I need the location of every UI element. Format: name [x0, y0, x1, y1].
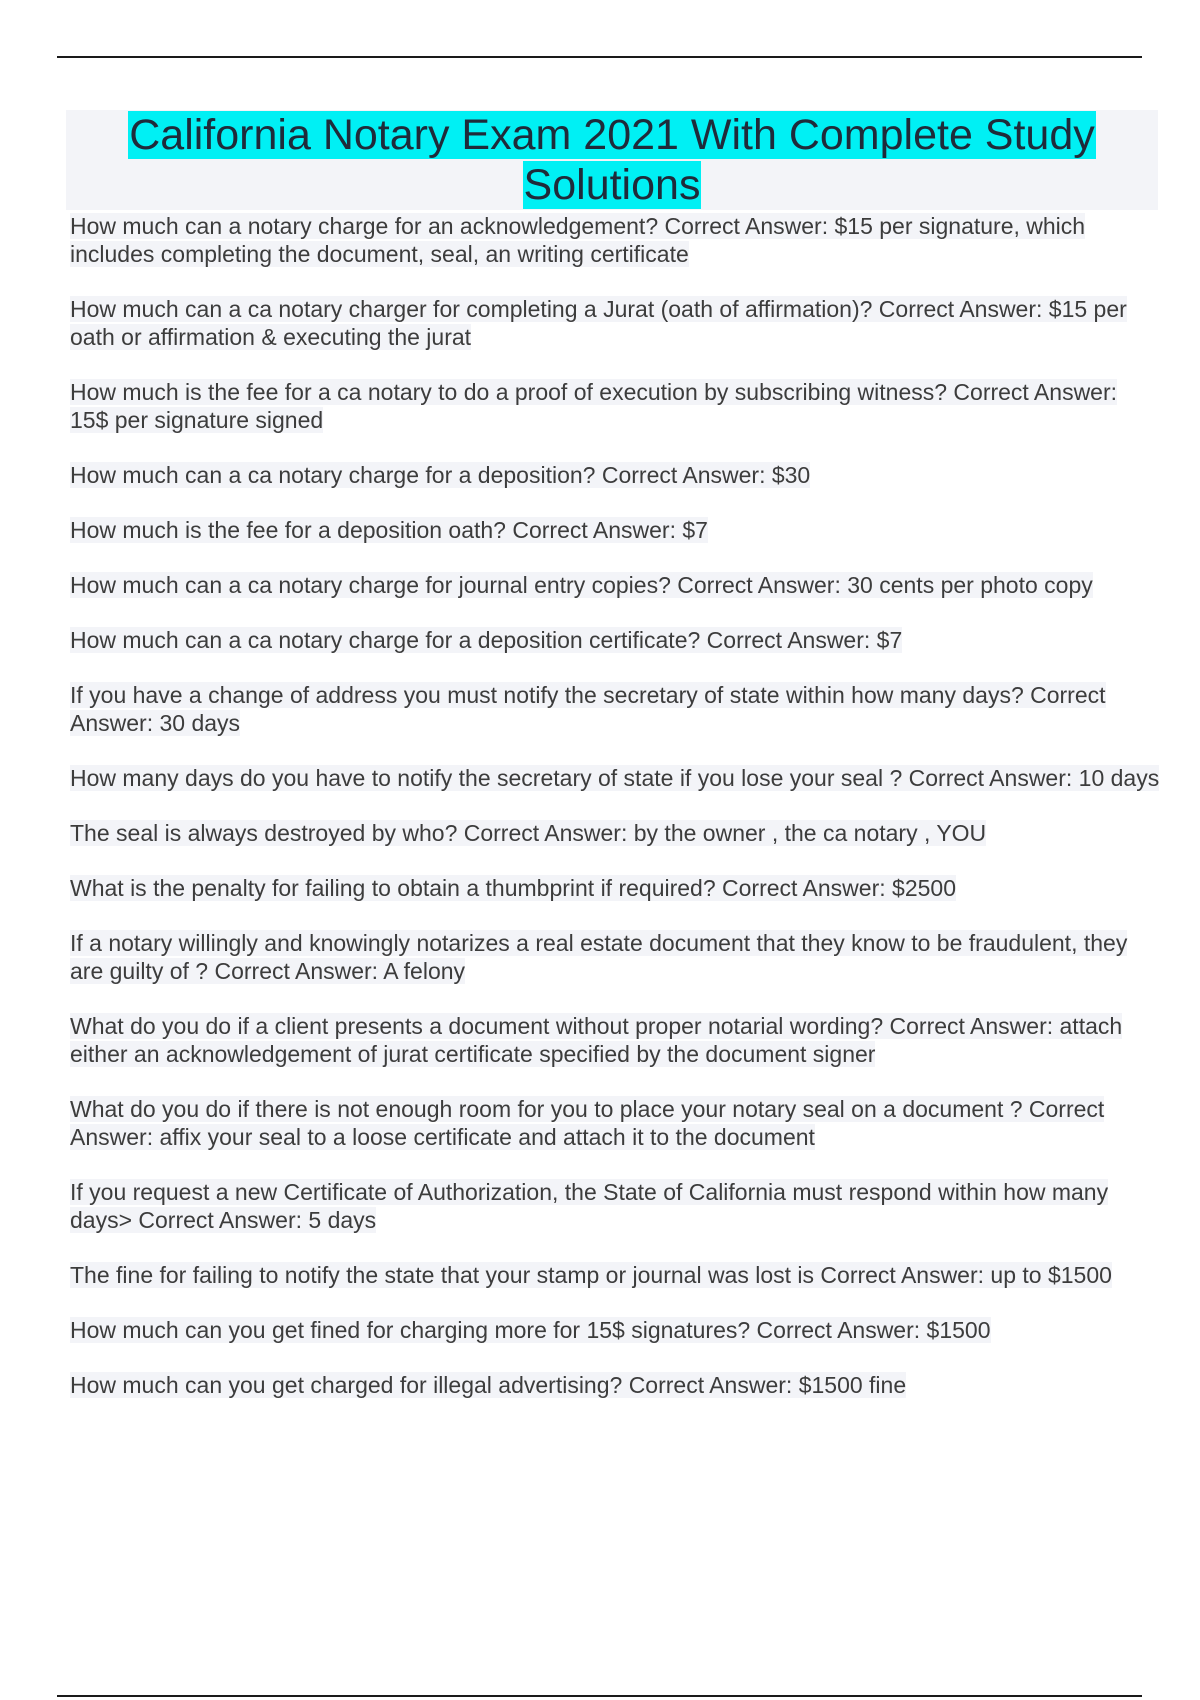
title-block: [66, 110, 1158, 210]
qa-item: [70, 461, 1160, 489]
qa-item: [70, 1261, 1160, 1289]
qa-text: If you request a new Certificate of Authorization, the State of California must respond within how many days> Correct Answer: 5 days: [70, 1179, 1109, 1233]
qa-item: [70, 874, 1160, 902]
qa-text: How much can a notary charge for an acknowledgement? Correct Answer: $15 per signature, which includes completing the document, seal, an writing certificate: [70, 213, 1086, 267]
qa-item: [70, 378, 1160, 434]
qa-text: How much is the fee for a ca notary to do a proof of execution by subscribing witness? Correct Answer: 15$ per signature signed: [70, 379, 1118, 433]
qa-text: How much can a ca notary charge for journal entry copies? Correct Answer: 30 cents per photo copy: [70, 572, 1093, 598]
qa-text: What do you do if there is not enough room for you to place your notary seal on a document ? Correct Answer: affix your seal to a loose certificate and attach it to the document: [70, 1096, 1105, 1150]
qa-text: If a notary willingly and knowingly notarizes a real estate document that they know to be fraudulent, they are guilty of ? Correct Answer: A felony: [70, 930, 1128, 984]
qa-text: How much can a ca notary charger for completing a Jurat (oath of affirmation)? Correct Answer: $15 per oath or affirmation & executing the jurat: [70, 296, 1127, 350]
qa-text: How much can you get charged for illegal advertising? Correct Answer: $1500 fine: [70, 1372, 907, 1398]
qa-item: [70, 1095, 1160, 1151]
qa-item: [70, 212, 1160, 268]
qa-text: How much can a ca notary charge for a deposition certificate? Correct Answer: $7: [70, 627, 903, 653]
qa-text: What do you do if a client presents a document without proper notarial wording? Correct Answer: attach either an acknowledgement of jurat certificate specified by the document signer: [70, 1013, 1123, 1067]
qa-text: How many days do you have to notify the secretary of state if you lose your seal ? Correct Answer: 10 days: [70, 765, 1160, 791]
qa-text: How much is the fee for a deposition oath? Correct Answer: $7: [70, 517, 708, 543]
top-rule: [57, 56, 1142, 58]
qa-item: [70, 1012, 1160, 1068]
qa-item: [70, 1316, 1160, 1344]
qa-text: How much can you get fined for charging more for 15$ signatures? Correct Answer: $1500: [70, 1317, 991, 1343]
qa-item: [70, 1371, 1160, 1399]
bottom-rule: [57, 1695, 1142, 1697]
qa-item: [70, 626, 1160, 654]
qa-item: [70, 516, 1160, 544]
qa-item: [70, 295, 1160, 351]
qa-list: [70, 212, 1160, 1426]
qa-text: The seal is always destroyed by who? Correct Answer: by the owner , the ca notary , YOU: [70, 820, 987, 846]
qa-text: How much can a ca notary charge for a deposition? Correct Answer: $30: [70, 462, 811, 488]
title-line-2: [66, 160, 1158, 210]
title-line-1: [66, 110, 1158, 160]
qa-text: The fine for failing to notify the state that your stamp or journal was lost is Correct Answer: up to $1500: [70, 1262, 1112, 1288]
qa-item: [70, 571, 1160, 599]
qa-item: [70, 1178, 1160, 1234]
page-title-line-1: California Notary Exam 2021 With Complete Study: [129, 111, 1095, 159]
qa-text: If you have a change of address you must notify the secretary of state within how many days? Correct Answer: 30 days: [70, 682, 1106, 736]
qa-item: [70, 929, 1160, 985]
page-title-line-2: Solutions: [523, 161, 701, 209]
qa-item: [70, 819, 1160, 847]
qa-text: What is the penalty for failing to obtain a thumbprint if required? Correct Answer: $2500: [70, 875, 956, 901]
qa-item: [70, 764, 1160, 792]
qa-item: [70, 681, 1160, 737]
